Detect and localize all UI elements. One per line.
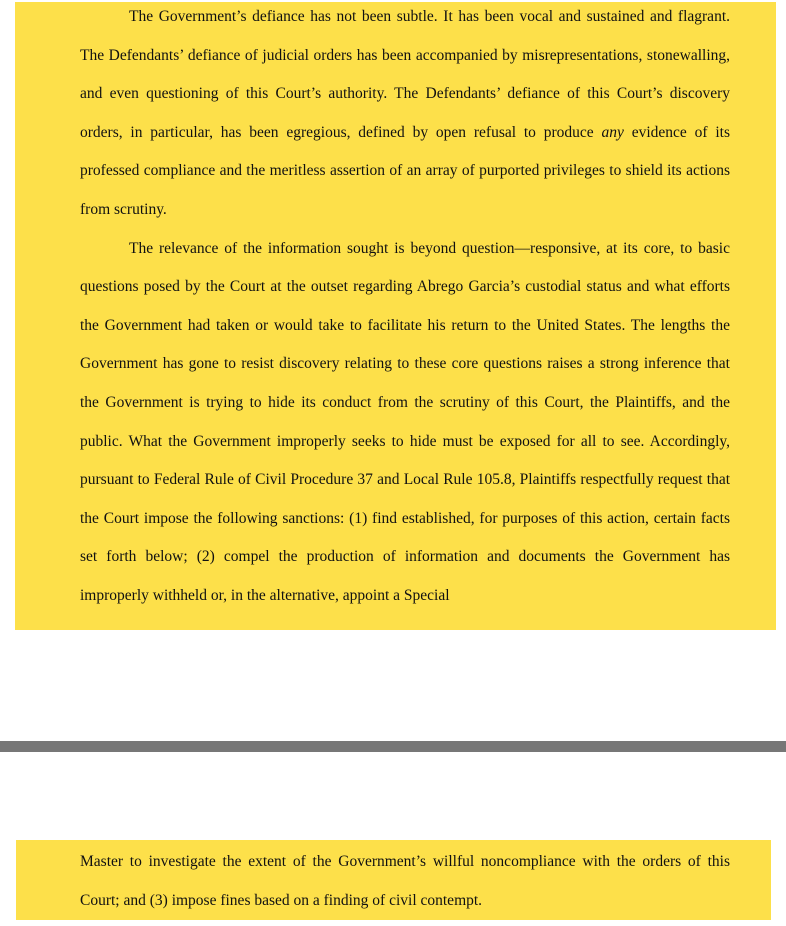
paragraph-1-text-end: evidence of its professed compliance and the meritless assertion of an array of purported privileges to shield its actions from scrutiny. — [80, 123, 730, 218]
page-break-divider — [0, 741, 786, 752]
paragraph-1-text: The Government’s defiance has not been subtle. It has been vocal and sustained and flagrant. The Defendants’ defiance of judicial orders has been accompanied by misrepresentations, stonewalling, and even questioning of this Court’s authority. The Defendants’ defiance of this Court’s discovery orders, in particular, has been egregious, defined by open refusal to produce — [80, 8, 730, 141]
page2-text — [80, 843, 730, 920]
paragraph-1 — [80, 0, 730, 230]
paragraph-1-italic: any — [601, 123, 624, 141]
page1-text — [80, 0, 730, 616]
paragraph-continued: Master to investigate the extent of the Government’s willful noncompliance with the orders of this Court; and (3) impose fines based on a finding of civil contempt. — [80, 853, 730, 909]
paragraph-2: The relevance of the information sought is beyond question—responsive, at its core, to basic questions posed by the Court at the outset regarding Abrego Garcia’s custodial status and what efforts the Government had taken or would take to facilitate his return to the United States. The lengths the Government has gone to resist discovery relating to these core questions raises a strong inference that the Government is trying to hide its conduct from the scrutiny of this Court, the Plaintiffs, and the public. What the Government improperly seeks to hide must be exposed for all to see. Accordingly, pursuant to Federal Rule of Civil Procedure 37 and Local Rule 105.8, Plaintiffs respectfully request that the Court impose the following sanctions: (1) find established, for purposes of this action, certain facts set forth below; (2) compel the production of information and documents the Government has improperly withheld or, in the alternative, appoint a Special — [80, 239, 730, 604]
